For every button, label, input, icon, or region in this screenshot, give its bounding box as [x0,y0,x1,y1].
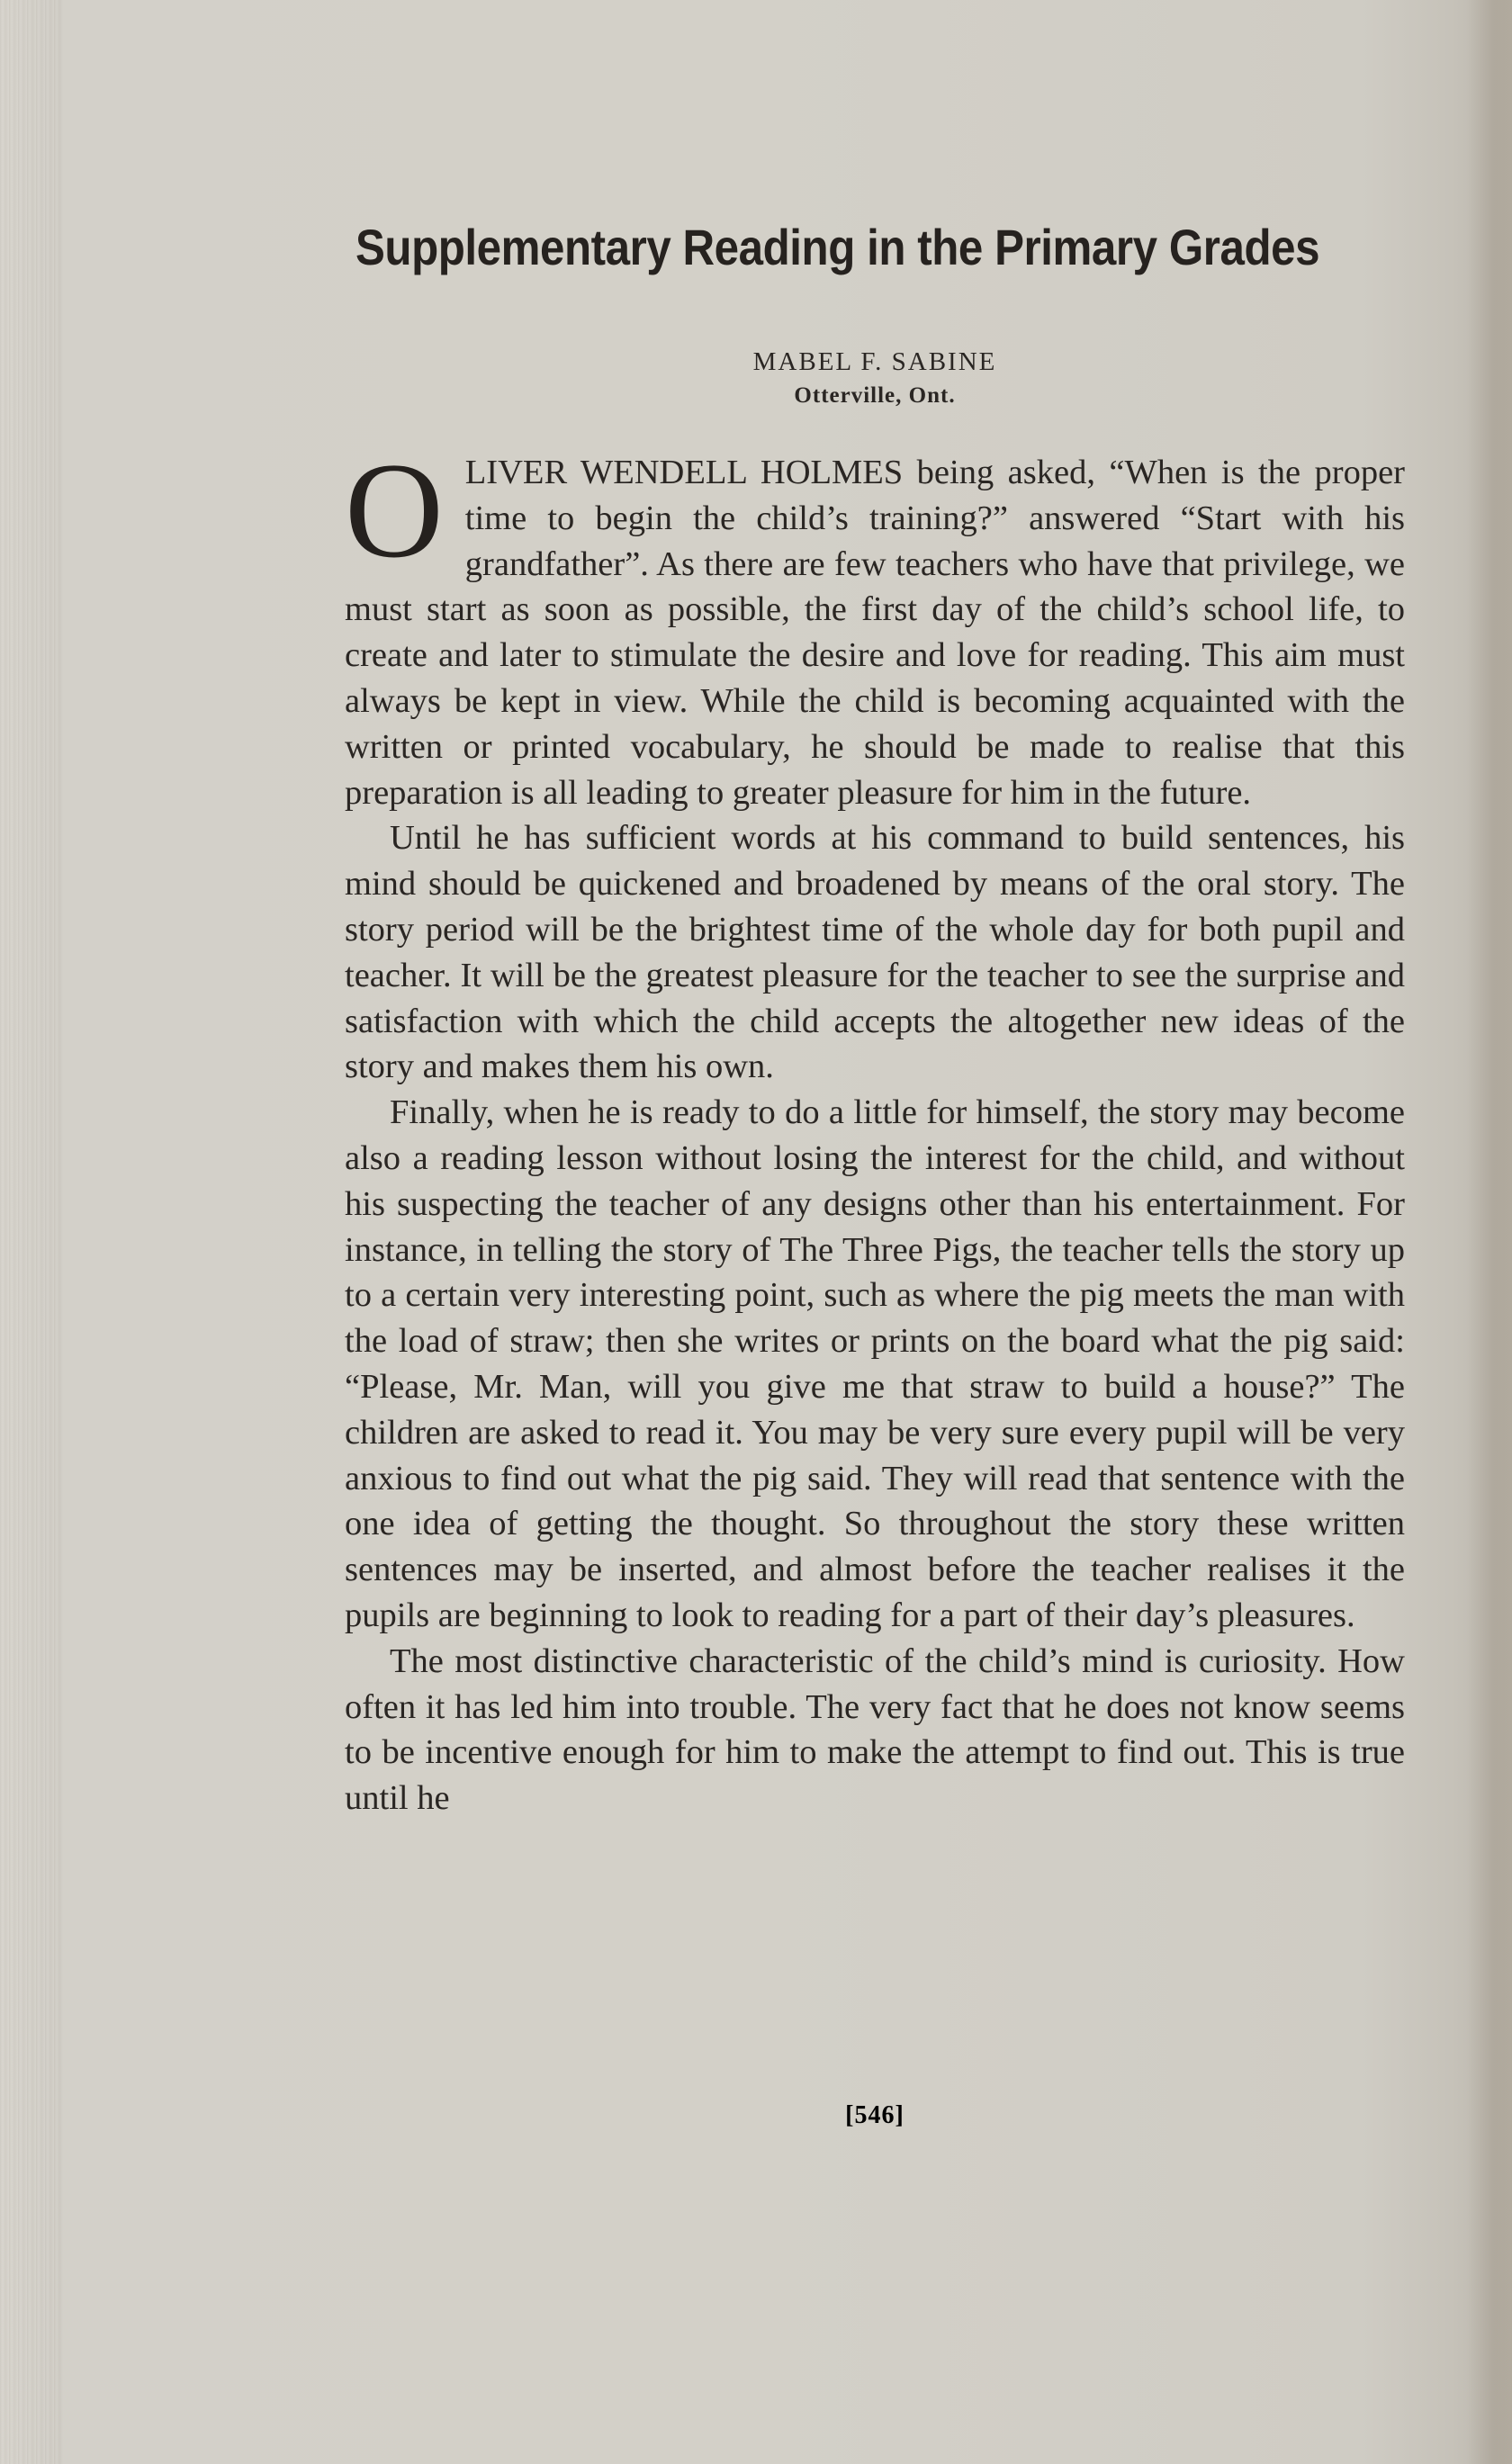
author-location: Otterville, Ont. [794,383,956,408]
drop-cap: O [345,435,444,586]
paragraph-1 [345,435,1405,815]
page-fore-edge [1467,0,1512,2464]
paragraph-4: The most distinctive characteristic of the child’s mind is curiosity. How often it has led him into trouble. The very fact that he does not know seems to be incentive enough for him to make the attempt to find out. This is true until he [345,1641,1405,1818]
article-content [345,207,1405,1821]
paragraph-2: Until he has sufficient words at his command to build sentences, his mind should be quickened and broadened by means of the oral story. The story period will be the brightest time of the whole day for both pupil and teacher. It will be the greatest pleasure for the teacher to see the surprise and satisfaction with which the child accepts the altogether new ideas of the story and makes them his own. [345,819,1405,1086]
page-number: [546] [845,2101,904,2129]
article-title: Supplementary Reading in the Primary Grades [356,219,1320,275]
page-binding-edge [0,0,63,2464]
article-body [345,435,1405,1821]
paragraph-3: Finally, when he is ready to do a little for himself, the story may become also a reading lesson without losing the interest for the child, and without his suspecting the teacher of any designs other than his entertainment. For instance, in telling the story of The Three Pigs, the teacher tells the story up to a certain very interesting point, such as where the pig meets the man with the load of straw; then she writes or prints on the board what the pig said: “Please, Mr. Man, will you give me that straw to build a house?” The children are asked to read it. You may be very sure every pupil will be very anxious to find out what the pig said. They will read that sentence with the one idea of getting the thought. So throughout the story these written sentences may be inserted, and almost before the teacher realises it the pupils are beginning to look to reading for a part of their day’s pleasures. [345,1093,1405,1634]
paragraph-1-text: LIVER WENDELL HOLMES being asked, “When is the proper time to begin the child’s training?” answered “Start with his grandfather”. As there are few teachers who have that privilege, we must start as soon as possible, the first day of the child’s school life, to create and later to stimulate the desire and love for reading. This aim must always be kept in view. While the child is becoming acquainted with the written or printed vocabulary, he should be made to realise that this preparation is all leading to greater pleasure for him in the future. [345,454,1405,812]
article-author: MABEL F. SABINE [752,347,997,376]
